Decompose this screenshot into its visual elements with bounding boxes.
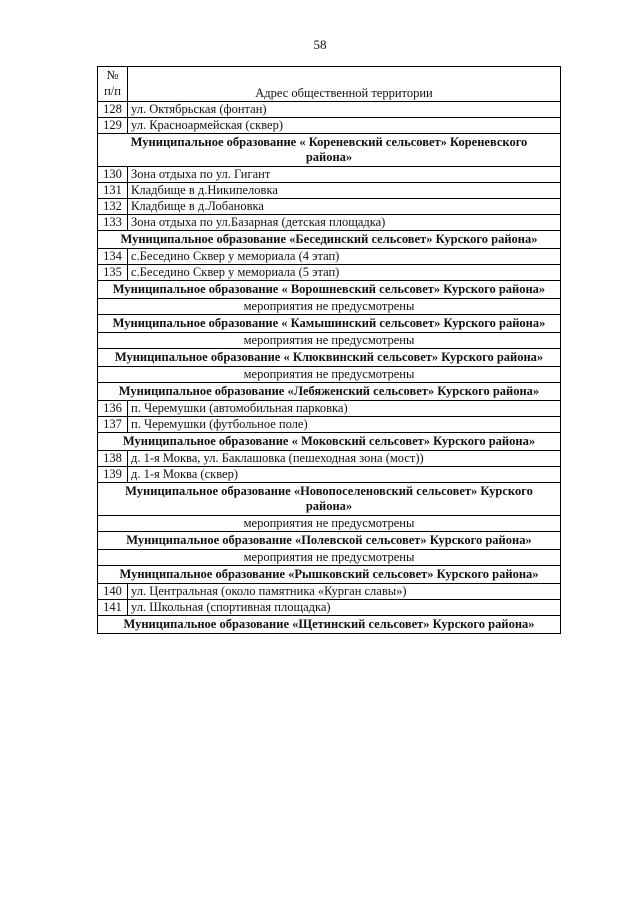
table-row <box>98 600 561 616</box>
section-header-row <box>98 566 561 584</box>
page-number: 58 <box>313 37 327 52</box>
no-measures-row <box>98 299 561 315</box>
row-address: п. Черемушки (автомобильная парковка) <box>128 401 561 417</box>
section-header-row <box>98 349 561 367</box>
municipality-title: Муниципальное образование « Клюквинский сельсовет» Курского района» <box>98 349 561 367</box>
no-measures-row <box>98 550 561 566</box>
no-measures-text: мероприятия не предусмотрены <box>98 299 561 315</box>
table-row <box>98 215 561 231</box>
municipality-title: Муниципальное образование «Новопоселеновский сельсовет» Курского района» <box>98 483 561 516</box>
row-address: д. 1-я Моква, ул. Баклашовка (пешеходная зона (мост)) <box>128 451 561 467</box>
table-row <box>98 451 561 467</box>
table-header-row <box>98 67 561 102</box>
municipality-title: Муниципальное образование «Полевской сельсовет» Курского района» <box>98 532 561 550</box>
municipality-title: Муниципальное образование « Моковский сельсовет» Курского района» <box>98 433 561 451</box>
row-number: 137 <box>98 417 128 433</box>
table-row <box>98 265 561 281</box>
section-header-row <box>98 433 561 451</box>
header-num-symbol: № <box>106 68 119 82</box>
no-measures-text: мероприятия не предусмотрены <box>98 333 561 349</box>
no-measures-text: мероприятия не предусмотрены <box>98 516 561 532</box>
row-number: 135 <box>98 265 128 281</box>
row-number: 136 <box>98 401 128 417</box>
table-row <box>98 118 561 134</box>
no-measures-row <box>98 516 561 532</box>
row-number: 139 <box>98 467 128 483</box>
row-address: Кладбище в д.Лобановка <box>128 199 561 215</box>
table-row <box>98 417 561 433</box>
section-header-row <box>98 383 561 401</box>
section-header-row <box>98 315 561 333</box>
no-measures-row <box>98 333 561 349</box>
section-header-row <box>98 231 561 249</box>
row-number: 133 <box>98 215 128 231</box>
row-address: ул. Школьная (спортивная площадка) <box>128 600 561 616</box>
table-row <box>98 249 561 265</box>
row-number: 128 <box>98 102 128 118</box>
row-address: Зона отдыха по ул. Гигант <box>128 167 561 183</box>
row-number: 134 <box>98 249 128 265</box>
section-header-row <box>98 532 561 550</box>
row-address: ул. Октябрьская (фонтан) <box>128 102 561 118</box>
row-address: д. 1-я Моква (сквер) <box>128 467 561 483</box>
section-header-row <box>98 483 561 516</box>
table-row <box>98 102 561 118</box>
municipality-title: Муниципальное образование «Рышковский сельсовет» Курского района» <box>98 566 561 584</box>
row-number: 131 <box>98 183 128 199</box>
row-address: Кладбище в д.Никипеловка <box>128 183 561 199</box>
row-address: с.Беседино Сквер у мемориала (4 этап) <box>128 249 561 265</box>
row-number: 132 <box>98 199 128 215</box>
table-row <box>98 199 561 215</box>
table-row <box>98 584 561 600</box>
section-header-row <box>98 616 561 634</box>
table-row <box>98 467 561 483</box>
municipality-title: Муниципальное образование «Щетинский сельсовет» Курского района» <box>98 616 561 634</box>
column-header-number <box>98 67 128 102</box>
row-address: п. Черемушки (футбольное поле) <box>128 417 561 433</box>
territories-table <box>97 66 561 634</box>
column-header-address: Адрес общественной территории <box>128 67 561 102</box>
row-number: 129 <box>98 118 128 134</box>
municipality-title: Муниципальное образование « Камышинский сельсовет» Курского района» <box>98 315 561 333</box>
no-measures-text: мероприятия не предусмотрены <box>98 550 561 566</box>
table-row <box>98 183 561 199</box>
section-header-row <box>98 134 561 167</box>
municipality-title: Муниципальное образование « Кореневский сельсовет» Кореневского района» <box>98 134 561 167</box>
table-row <box>98 401 561 417</box>
section-header-row <box>98 281 561 299</box>
table-row <box>98 167 561 183</box>
row-address: ул. Центральная (около памятника «Курган славы») <box>128 584 561 600</box>
row-number: 141 <box>98 600 128 616</box>
row-address: с.Беседино Сквер у мемориала (5 этап) <box>128 265 561 281</box>
municipality-title: Муниципальное образование «Бесединский сельсовет» Курского района» <box>98 231 561 249</box>
header-num-abbr: п/п <box>104 84 121 98</box>
no-measures-text: мероприятия не предусмотрены <box>98 367 561 383</box>
row-number: 138 <box>98 451 128 467</box>
municipality-title: Муниципальное образование « Ворошневский сельсовет» Курского района» <box>98 281 561 299</box>
row-address: ул. Красноармейская (сквер) <box>128 118 561 134</box>
row-number: 140 <box>98 584 128 600</box>
no-measures-row <box>98 367 561 383</box>
row-number: 130 <box>98 167 128 183</box>
row-address: Зона отдыха по ул.Базарная (детская площадка) <box>128 215 561 231</box>
municipality-title: Муниципальное образование «Лебяженский сельсовет» Курского района» <box>98 383 561 401</box>
